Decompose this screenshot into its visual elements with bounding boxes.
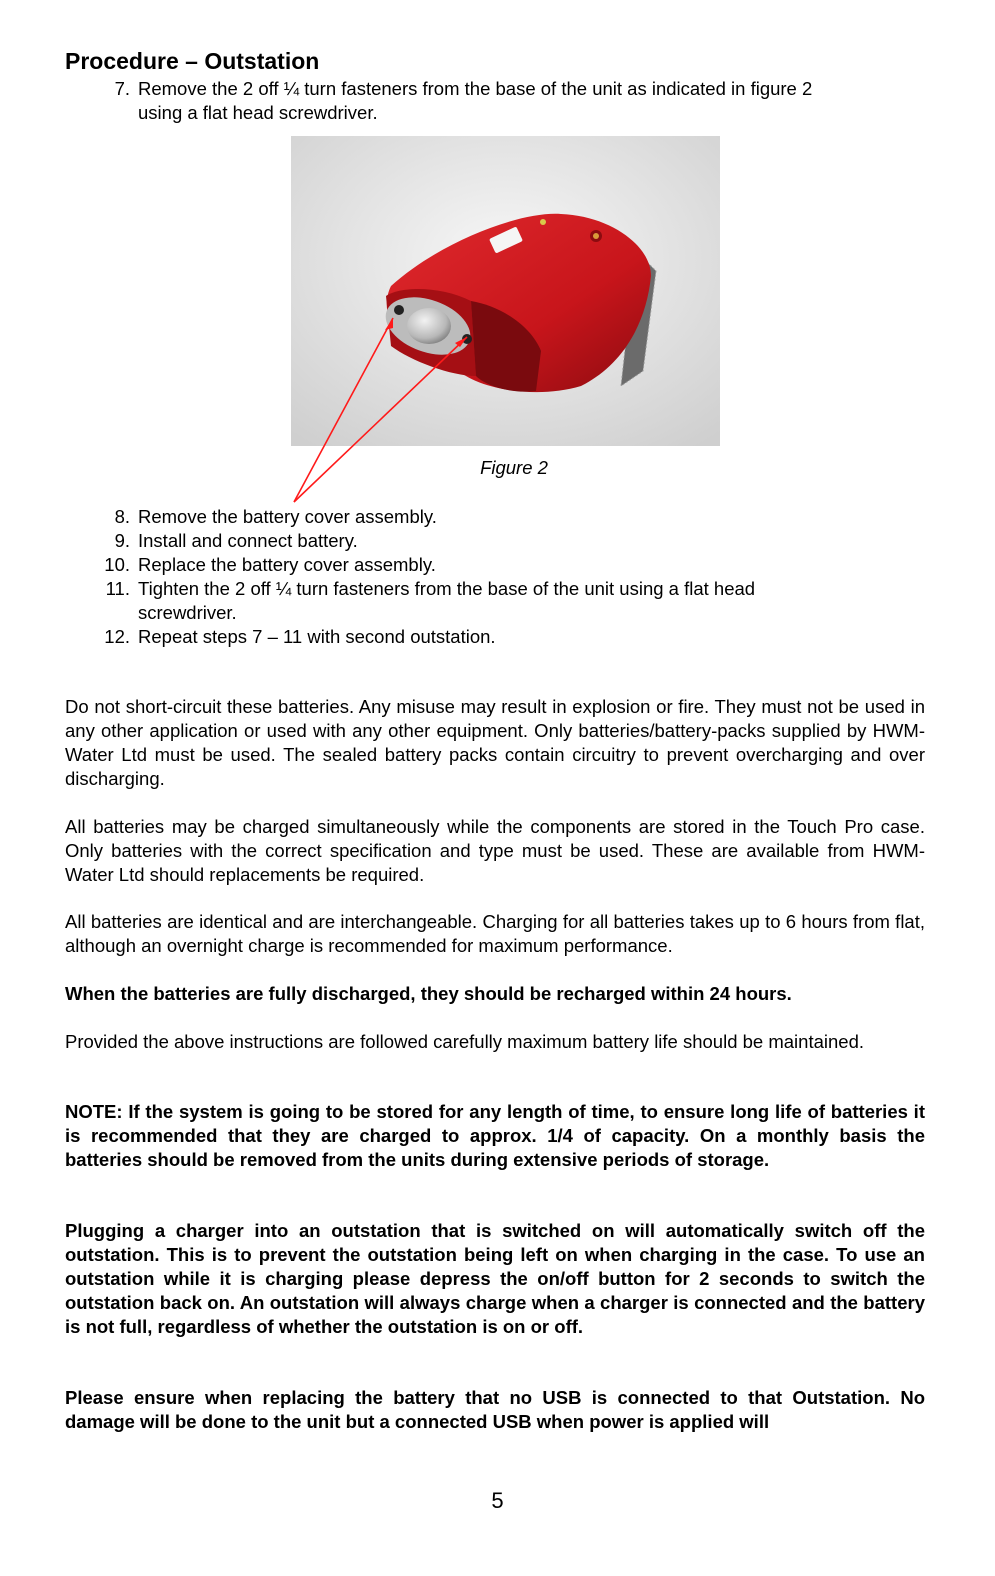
step-12	[100, 625, 900, 649]
step-number: 12.	[104, 626, 130, 647]
paragraph-charging: All batteries may be charged simultaneously while the components are stored in the Touch Pro case. Only batteries with the correct specification and type must be used. These are available from HWM-Water Ltd should replacements be required.	[65, 816, 925, 885]
step-text-line: Repeat steps 7 – 11 with second outstation.	[138, 626, 496, 647]
fastener-right	[462, 334, 472, 344]
step-number: 11.	[105, 578, 130, 599]
step-number: 9.	[114, 530, 130, 551]
step-9	[100, 529, 900, 553]
step-text-line: Install and connect battery.	[138, 530, 358, 551]
step-text-line: screwdriver.	[138, 602, 237, 623]
paragraph-interchangeable: All batteries are identical and are interchangeable. Charging for all batteries takes up to 6 hours from flat, although an overnight charge is recommended for maximum performance.	[65, 911, 925, 956]
step-text-line: Tighten the 2 off ¼ turn fasteners from the base of the unit using a flat head	[138, 578, 756, 599]
figure-2-photo	[291, 136, 720, 446]
step-11	[100, 577, 900, 625]
paragraph-storage-note: NOTE: If the system is going to be stored for any length of time, to ensure long life of batteries it is recommended that they are charged to approx. 1/4 of capacity. On a monthly basis the batteries should be removed from the units during extensive periods of storage.	[65, 1101, 925, 1170]
page-number: 5	[491, 1488, 504, 1513]
figure-caption: Figure 2	[480, 457, 548, 478]
paragraph-safety: Do not short-circuit these batteries. Any misuse may result in explosion or fire. They must not be used in any other application or used with any other equipment. Only batteries/battery-packs supplied by HWM-Water Ltd must be used. The sealed battery packs contain circuitry to prevent overcharging and over discharging.	[65, 696, 925, 789]
step-number: 7.	[114, 78, 130, 99]
step-10	[100, 553, 900, 577]
step-8	[100, 505, 900, 529]
step-text-line: Remove the 2 off ¼ turn fasteners from the base of the unit as indicated in figure 2	[138, 78, 813, 99]
paragraph-recharge-warning: When the batteries are fully discharged, they should be recharged within 24 hours.	[65, 983, 792, 1004]
step-number: 8.	[114, 506, 130, 527]
step-text-line: using a flat head screwdriver.	[138, 102, 378, 123]
battery-cap	[407, 308, 451, 344]
paragraph-usb-warning: Please ensure when replacing the battery that no USB is connected to that Outstation. No damage will be done to the unit but a connected USB when power is applied will	[65, 1387, 925, 1432]
step-number: 10.	[104, 554, 130, 575]
paragraph-charger-switch-off: Plugging a charger into an outstation that is switched on will automatically switch off the outstation. This is to prevent the outstation being left on when charging in the case. To use an outstation while it is charging please depress the on/off button for 2 seconds to switch the outstation back on. An outstation will always charge when a charger is connected and the battery is not full, regardless of whether the outstation is on or off.	[65, 1220, 925, 1337]
step-text-line: Remove the battery cover assembly.	[138, 506, 437, 527]
page-heading: Procedure – Outstation	[65, 48, 320, 74]
paragraph-battery-life: Provided the above instructions are followed carefully maximum battery life should be maintained.	[65, 1031, 864, 1052]
fastener-left	[394, 305, 404, 315]
step-7	[100, 77, 900, 125]
step-text-line: Replace the battery cover assembly.	[138, 554, 436, 575]
